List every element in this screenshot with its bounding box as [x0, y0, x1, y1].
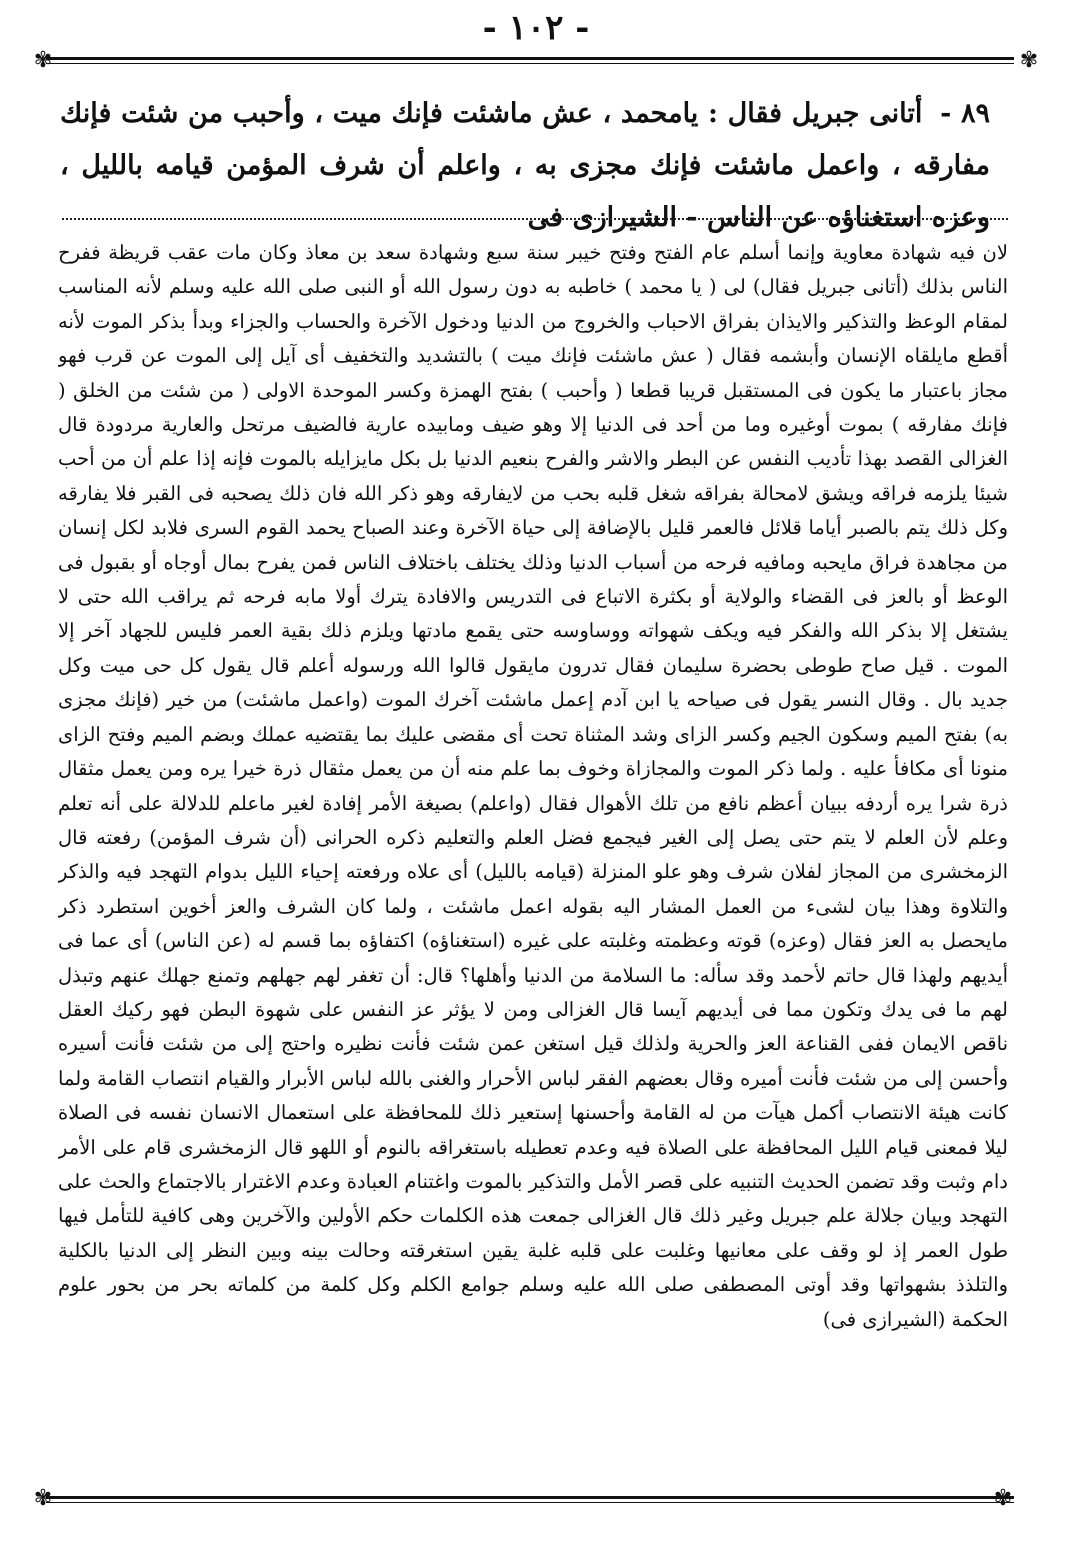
hadith-text: أتانى جبريل فقال : يامحمد ، عش ماشئت فإنك ميت ، وأحبب من شئت فإنك مفارقه ، واعمل ماشئت فإنك مجزى به ، واعلم أن شرف المؤمن قيامه بالليل ، وعزه استغناؤه عن الناس - الشيرازى فى	[60, 98, 990, 233]
frame-top-line	[46, 57, 1014, 60]
frame-top-line-inner	[46, 63, 1014, 64]
hadith-number: ٨٩ -	[940, 98, 990, 129]
dotted-separator	[62, 218, 1008, 220]
frame-bottom-line	[46, 1496, 1014, 1499]
flower-ornament-icon: ✾	[1019, 48, 1039, 73]
hadith-block	[60, 88, 990, 244]
page-number: - ١٠٢ -	[482, 8, 590, 48]
flower-ornament-icon: ✾	[33, 48, 53, 73]
flower-ornament-icon: ✾	[993, 1486, 1013, 1511]
commentary-text: لان فيه شهادة معاوية وإنما أسلم عام الفتح وفتح خيبر سنة سبع وشهادة سعد بن معاذ وكان مات عقب قريظة ففرح الناس بذلك (أتانى جبريل فقال) لى ( يا محمد ) خاطبه به دون رسول الله أو النبى صلى الله عليه وسلم لأنه المناسب لمقام الوعظ والتذكير والايذان بفراق الاحباب والخروج من الدنيا ودخول الآخرة والحساب والجزاء وبدأ بذكر الموت لأنه أقطع مايلقاه الإنسان وأبشمه فقال ( عش ماشئت فإنك ميت ) بالتشديد والتخفيف أى آيل إلى الموت عن قرب فهو مجاز باعتبار ما يكون فى المستقبل قريبا قطعا ( وأحبب ) بفتح الهمزة وكسر الموحدة الاولى ( من شئت من الخلق ( فإنك مفارقه ) بموت أوغيره وما من أحد فى الدنيا إلا وهو ضيف ومابيده عارية فالضيف مرتحل والعارية مردودة قال الغزالى القصد بهذا تأديب النفس عن البطر والاشر والفرح بنعيم الدنيا بل بكل مايزايله بالموت فإنه إذا علم أن من أحب شيئا يلزمه فراقه ويشق لامحالة بفراقه شغل قلبه بحب من لايفارقه وهو ذكر الله فان ذلك يصحبه فى القبر فلا يفارقه وكل ذلك يتم بالصبر أياما قلائل فالعمر قليل بالإضافة إلى حياة الآخرة وعند الصباح يحمد القوم السرى فلابد لكل إنسان من مجاهدة فراق مايحبه ومافيه فرحه من أسباب الدنيا وذلك يختلف باختلاف الناس فمن يفرح بمال أوجاه أو بقبول فى الوعظ أو بالعز فى القضاء والولاية أو بكثرة الاتباع فى التدريس والافادة يترك أولا مابه فرحه ثم يراقب الله حتى لا يشتغل إلا بذكر الله والفكر فيه ويكف شهواته ووساوسه حتى يقمع مادتها ويلزم ذلك بقية العمر فليس للجهاد آخر إلا الموت . قيل صاح طوطى بحضرة سليمان فقال تدرون مايقول قالوا الله ورسوله أعلم قال يقول كل حى ميت وكل جديد بال . وقال النسر يقول فى صياحه يا ابن آدم إعمل ماشئت آخرك الموت (واعمل ماشئت) من خير (فإنك مجزى به) بفتح الميم وسكون الجيم وكسر الزاى وشد المثناة تحت أى مقضى عليك بما يقتضيه عملك وبضم الميم وفتح الزاى منونا أى مكافأ عليه . ولما ذكر الموت والمجازاة وخوف بما علم منه أن من يعمل مثقال ذرة خيرا يره ومن يعمل مثقال ذرة شرا يره أردفه ببيان أعظم نافع من تلك الأهوال فقال (واعلم) بصيغة الأمر إفادة لغير ماعلم للدلالة على أنه تعلم وعلم لأن العلم لا يتم حتى يصل إلى الغير فيجمع فضل العلم والتعليم ذكره الحرانى (أن شرف المؤمن) رفعته قال الزمخشرى من المجاز لفلان شرف وهو علو المنزلة (قيامه بالليل) أى علاه ورفعته إحياء الليل بدوام التهجد فيه والذكر والتلاوة وهذا بيان لشىء من العمل المشار اليه بقوله اعمل ماشئت ، ولما كان الشرف والعز أخوين استطرد ذكر مايحصل به العز فقال (وعزه) قوته وعظمته وغلبته على غيره (استغناؤه) اكتفاؤه بما قسم له (عن الناس) أى عما فى أيديهم ولهذا قال حاتم لأحمد وقد سأله: ما السلامة من الدنيا وأهلها؟ قال: أن تغفر لهم جهلهم وتمنع جهلك عنهم وتبذل لهم ما فى يدك وتكون مما فى أيديهم آيسا قال الغزالى ومن لا يؤثر عز النفس على شهوة البطن فهو ركيك العقل ناقص الايمان ففى القناعة العز والحرية ولذلك قيل استغن عمن شئت فأنت نظيره واحتج إلى من شئت فأنت أسيره وأحسن إلى من شئت فأنت أميره وقال بعضهم الفقر لباس الأحرار والغنى بالله لباس الأبرار والقيام انتصاب القامة ولما كانت هيئة الانتصاب أكمل هيآت من له القامة وأحسنها إستعير ذلك للمحافظة على استعمال الانسان نفسه فى الصلاة ليلا فمعنى قيام الليل المحافظة على الصلاة فيه وعدم تعطيله باستغراقه بالنوم أو اللهو قال الزمخشرى قام على الأمر دام وثبت وقد تضمن الحديث التنبيه على قصر الأمل والتذكير بالموت واغتنام العبادة وعدم الاغترار بالاجتماع والحث على التهجد وبيان جلالة علم جبريل وغير ذلك قال الغزالى جمعت هذه الكلمات حكم الأولين والآخرين وهى كافية للتأمل فيها طول العمر إذ لو وقف على معانيها وغلبت على قلبه غلبة يقين استغرقته وحالت بينه وبين النظر إلى الدنيا بالكلية والتلذذ بشهواتها وقد أوتى المصطفى صلى الله عليه وسلم جوامع الكلم وكل كلمة من كلماته بحر من بحور علوم الحكمة (الشيرازى فى)	[58, 241, 1008, 1331]
flower-ornament-icon: ✾	[33, 1486, 53, 1511]
frame-bottom-line-inner	[46, 1502, 1014, 1503]
